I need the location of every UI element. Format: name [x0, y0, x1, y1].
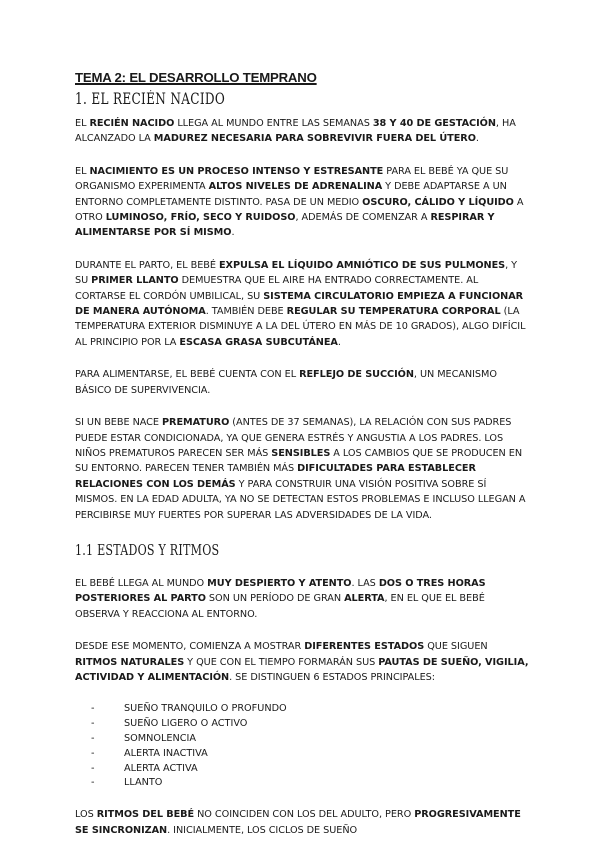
list-item: - SUEÑO LIGERO O ACTIVO — [91, 717, 530, 732]
list-item: - LLANTO — [91, 776, 530, 791]
states-list — [75, 702, 530, 791]
list-item: - SUEÑO TRANQUILO O PROFUNDO — [91, 702, 530, 717]
paragraph-recien-nacido: EL RECIÉN NACIDO LLEGA AL MUNDO ENTRE LAS SEMANAS 38 Y 40 DE GESTACIÓN, HA ALCANZADO LA MADUREZ NECESARIA PARA SOBREVIVIR FUERA DEL ÚTERO. — [75, 118, 516, 145]
paragraph-prematuro: SI UN BEBE NACE PREMATURO (ANTES DE 37 SEMANAS), LA RELACIÓN CON SUS PADRES PUEDE ESTAR CONDICIONADA, YA QUE GENERA ESTRÉS Y ANGUSTIA A LOS PADRES. LOS NIÑOS PREMATUROS PARECEN SER MÁS SENSIBLES A LOS CAMBIOS QUE SE PRODUCEN EN SU ENTORNO. PARECEN TENER TAMBIÉN MÁS DIFICULTADES PARA ESTABLECER RELACIONES CON LOS DEMÁS Y PARA CONSTRUIR UNA VISIÓN POSITIVA SOBRE SÍ MISMOS. EN LA EDAD ADULTA, YA NO SE DETECTAN ESTOS PROBLEMAS E INCLUSO LLEGAN A PERCIBIRSE MUY FUERTES POR SUPERAR LAS ADVERSIDADES DE LA VIDA. — [75, 417, 526, 521]
list-item: - ALERTA ACTIVA — [91, 762, 530, 777]
section-heading-estados-ritmos: 1.1 ESTADOS Y RITMOS — [75, 540, 220, 559]
paragraph-ritmos: LOS RITMOS DEL BEBÉ NO COINCIDEN CON LOS DEL ADULTO, PERO PROGRESIVAMENTE SE SINCRONIZAN. INICIALMENTE, LOS CICLOS DE SUEÑO — [75, 809, 521, 836]
document-title: TEMA 2: EL DESARROLLO TEMPRANO — [75, 70, 317, 85]
list-item: - SOMNOLENCIA — [91, 732, 530, 747]
page-content — [75, 70, 530, 855]
paragraph-nacimiento: EL NACIMIENTO ES UN PROCESO INTENSO Y ESTRESANTE PARA EL BEBÉ YA QUE SU ORGANISMO EXPERIMENTA ALTOS NIVELES DE ADRENALINA Y DEBE ADAPTARSE A UN ENTORNO COMPLETAMENTE DISTINTO. PASA DE UN MEDIO OSCURO, CÁLIDO Y LÍQUIDO A OTRO LUMINOSO, FRÍO, SECO Y RUIDOSO, ADEMÁS DE COMENZAR A RESPIRAR Y ALIMENTARSE POR SÍ MISMO. — [75, 165, 524, 239]
paragraph-estados: DESDE ESE MOMENTO, COMIENZA A MOSTRAR DIFERENTES ESTADOS QUE SIGUEN RITMOS NATURALES Y QUE CON EL TIEMPO FORMARÁN SUS PAUTAS DE SUEÑO, VIGILIA, ACTIVIDAD Y ALIMENTACIÓN. SE DISTINGUEN 6 ESTADOS PRINCIPALES: — [75, 641, 529, 683]
paragraph-alimentacion: PARA ALIMENTARSE, EL BEBÉ CUENTA CON EL REFLEJO DE SUCCIÓN, UN MECANISMO BÁSICO DE SUPERVIVENCIA. — [75, 369, 497, 396]
paragraph-bebe-despierto: EL BEBÉ LLEGA AL MUNDO MUY DESPIERTO Y ATENTO. LAS DOS O TRES HORAS POSTERIORES AL PARTO SON UN PERÍODO DE GRAN ALERTA, EN EL QUE EL BEBÉ OBSERVA Y REACCIONA AL ENTORNO. — [75, 577, 486, 620]
paragraph-parto: DURANTE EL PARTO, EL BEBÉ EXPULSA EL LÍQUIDO AMNIÓTICO DE SUS PULMONES, Y SU PRIMER LLANTO DEMUESTRA QUE EL AIRE HA ENTRADO CORRECTAMENTE. AL CORTARSE EL CORDÓN UMBILICAL, SU SISTEMA CIRCULATORIO EMPIEZA A FUNCIONAR DE MANERA AUTÓNOMA. TAMBIÉN DEBE REGULAR SU TEMPERATURA CORPORAL (LA TEMPERATURA EXTERIOR DISMINUYE A LA DEL ÚTERO EN MÁS DE 10 GRADOS), ALGO DIFÍCIL AL PRINCIPIO POR LA ESCASA GRASA SUBCUTÁNEA. — [75, 259, 526, 348]
list-item: - ALERTA INACTIVA — [91, 747, 530, 762]
section-heading-recien-nacido: 1. EL RECIÉN NACIDO — [75, 90, 226, 108]
